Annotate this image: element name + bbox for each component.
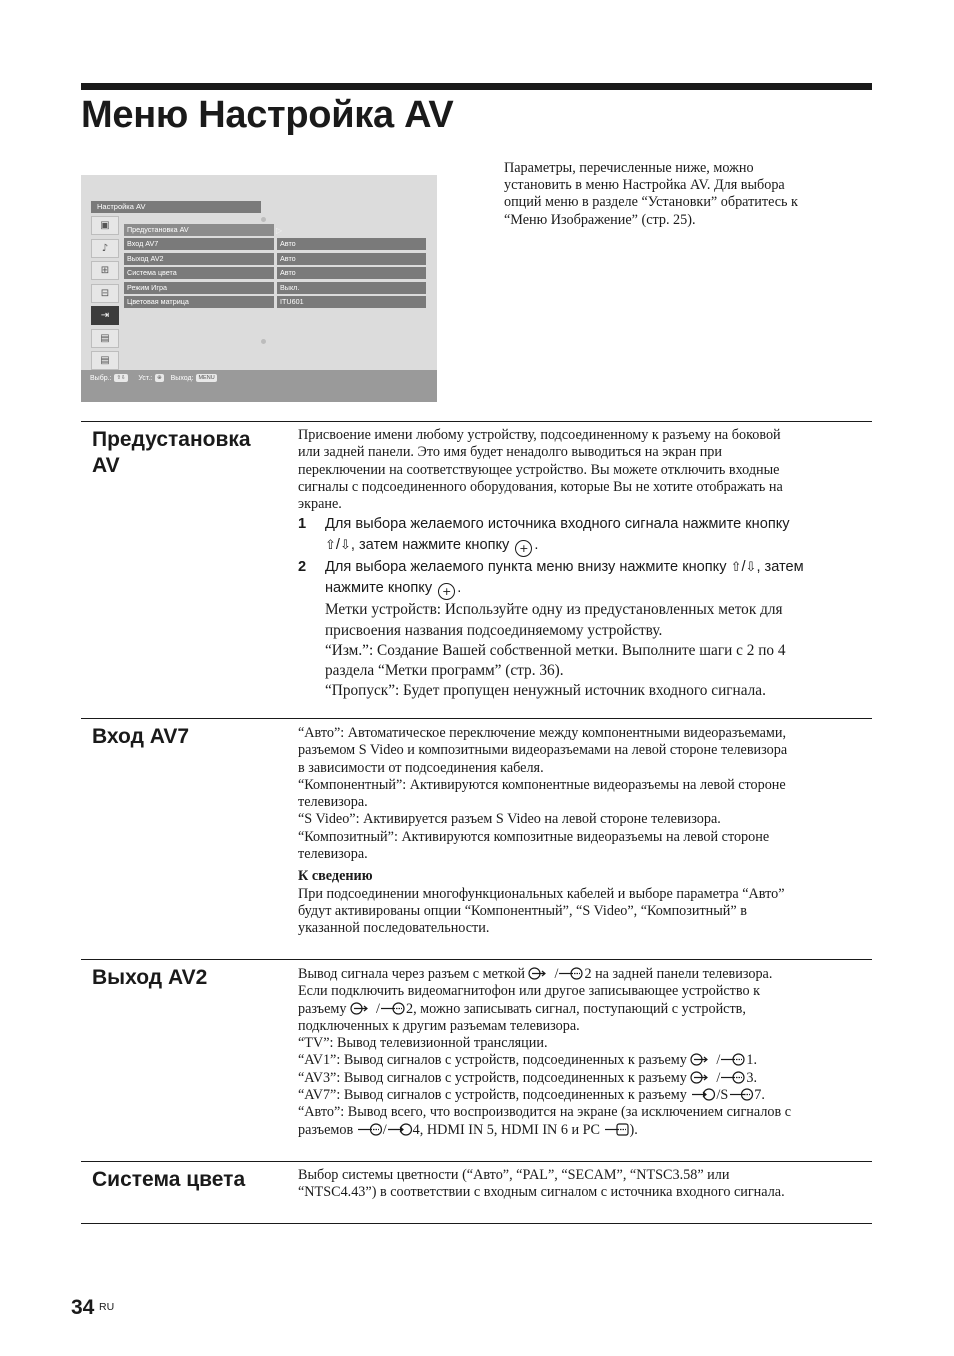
menu-footer [81, 370, 437, 402]
menu-row-label: Выход AV2 [124, 253, 274, 265]
text-line: Выбор системы цветности (“Авто”, “PAL”, “SECAM”, “NTSC3.58” или [298, 1167, 730, 1183]
text-line: Если подключить видеомагнитофон или другое записывающее устройство к [298, 983, 760, 1000]
step-1: 1 Для выбора желаемого источника входного сигнала нажмите кнопку ⇧/⇩, затем нажмите кнопку + . [298, 516, 790, 556]
note-title: К сведению [298, 868, 373, 885]
text-line: подключенных к другим разъемам телевизора. [298, 1017, 580, 1034]
text-line: присвоения названия подсоединяемому устройству. [325, 621, 663, 639]
menu-row-value: Авто [277, 238, 426, 250]
enter-key-icon: ⊕ [157, 375, 162, 381]
menu-row [124, 238, 427, 250]
menu-row [124, 224, 427, 236]
text-line: разъему [298, 1000, 347, 1017]
section-body [298, 725, 872, 938]
text-line: “Авто”: Автоматическое переключение между компонентными видеоразъемами, [298, 725, 787, 741]
select-hint: Выбр.: [90, 375, 112, 382]
text-line: сигналы с подсоединенного оборудования, которые Вы не хотите отображать на [298, 478, 783, 495]
step-text: , затем нажмите кнопку [350, 537, 510, 554]
page-language: RU [99, 1301, 115, 1313]
text-line: “AV1”: Вывод сигналов с устройств, подсоединенных к разъему [298, 1052, 687, 1069]
section-heading: Предустановка AV [92, 428, 251, 477]
scart-in-out-icon [690, 1052, 716, 1067]
text-line: “Авто”: Вывод всего, что воспроизводится на экране (за исключением сигналов с [298, 1104, 792, 1121]
text-line: раздела “Метки программ” (стр. 36). [325, 662, 564, 680]
up-arrow-icon: ⇧ [730, 560, 742, 576]
menu-row [124, 253, 427, 265]
menu-row-label: Предустановка AV [124, 224, 274, 236]
bottom-rule [81, 1223, 872, 1224]
exit-hint: Выход: [170, 375, 194, 382]
top-rule [81, 83, 872, 90]
section-preset-av [81, 421, 872, 719]
scart-in-out-icon [350, 1001, 376, 1016]
menu-screenshot [81, 175, 437, 402]
text-line: 7. [754, 1087, 765, 1104]
text-line: переключении на соответствующее устройство. Вы можете отключить входные [298, 461, 780, 478]
text-line: При подсоединении многофункциональных кабелей и выборе параметра “Авто” [298, 885, 785, 902]
text-line: телевизора. [298, 846, 368, 863]
section-heading: Система цвета [92, 1168, 246, 1191]
menu-key: MENU [198, 375, 215, 381]
text-line: “AV3”: Вывод сигналов с устройств, подсоединенных к разъему [298, 1069, 687, 1086]
intro-line: “Меню Изображение” (стр. 25). [504, 211, 696, 228]
menu-row-value: Выкл. [277, 282, 426, 294]
component-in-icon [357, 1122, 383, 1137]
down-arrow-icon: ⇩ [339, 538, 351, 554]
step-number: 1 [298, 516, 307, 533]
video-in-icon [690, 1087, 716, 1102]
section-body: Вывод сигнала через разъем с меткой / 2 на задней панели телевизора. Если подключить видеомагнитофон или другое записывающее устройство к разъему / 2, можно записывать сигнал, поступающий с устройств, подключенных к другим разъемам телевизора. “TV”: Вывод телевизионной трансляции. “AV1”: Вывод сигналов с устройств, подсоединенных к разъему / 1. “AV3”: Вывод сигналов с устройств, подсоединенных к разъему / 3. “AV7”: Вывод сигналов с устройств, подсоединенных к разъему /S 7. “Авто”: Вывод всего, что воспроизводится на экране (за исключением сигналов с разъемов / 4, HDMI IN 5, HDMI IN 6 и PC ). [298, 966, 872, 1139]
intro-line: установить в меню Настройка AV. Для выбора [504, 177, 785, 194]
text-line: 2, можно записывать сигнал, поступающий с устройств, [405, 1000, 746, 1017]
menu-icon-column [91, 216, 121, 374]
intro-line: опций меню в разделе “Установки” обратитесь к [504, 194, 798, 211]
intro-text [504, 160, 874, 229]
input-icon: ⇥ [91, 306, 119, 325]
text-line: Присвоение имени любому устройству, подсоединенному к разъему на боковой [298, 427, 781, 443]
scart-in-out-icon [690, 1070, 716, 1085]
text-line: экране. [298, 496, 342, 513]
step-text: , затем [756, 559, 804, 576]
text-line: телевизора. [298, 794, 368, 811]
step-text: Для выбора желаемого пункта меню внизу нажмите кнопку [325, 559, 727, 576]
page-number: 34 [71, 1296, 95, 1319]
menu-row-label: Режим Игра [124, 282, 274, 294]
step-number: 2 [298, 559, 307, 576]
section-output-av2 [81, 959, 872, 1162]
setup-icon: ⊟ [91, 284, 119, 303]
section-input-av7 [81, 718, 872, 960]
pc-in-icon [604, 1122, 630, 1137]
menu-row-label: Цветовая матрица [124, 296, 274, 308]
s-video-in-icon [728, 1087, 754, 1102]
menu-row-label: Вход AV7 [124, 238, 274, 250]
step-2-details [298, 600, 872, 701]
menu-row-value: Авто [277, 267, 426, 279]
section-heading: Вход AV7 [92, 725, 190, 748]
text-line: 2 на задней панели телевизора. [584, 966, 773, 982]
picture-icon: ▣ [91, 216, 119, 235]
scart-in-out-icon [528, 966, 554, 981]
section-heading: Выход AV2 [92, 966, 208, 989]
text-line: Метки устройств: Используйте одну из предустановленных меток для [325, 601, 783, 619]
enter-button-icon: + [438, 583, 455, 600]
scart-out-icon [720, 1070, 746, 1085]
text-line: 1. [746, 1052, 757, 1069]
scroll-down-dot [261, 339, 266, 344]
text-line: разъемом S Video и композитными видеоразъемами на левой стороне телевизора [298, 742, 788, 759]
scart-out-icon [720, 1052, 746, 1067]
menu-row [124, 282, 427, 294]
step-text: нажмите кнопку [325, 580, 433, 597]
menu-row [124, 296, 427, 308]
text-line: Вывод сигнала через разъем с меткой [298, 966, 525, 982]
text-line: /S [716, 1087, 729, 1104]
chevron-right-icon: ▷ [276, 226, 283, 235]
menu-title: Настройка AV [91, 201, 261, 213]
text-line: ). [629, 1121, 638, 1138]
section-body [298, 427, 872, 702]
text-line: разъемов [298, 1121, 354, 1138]
up-arrow-icon: ⇧ [325, 538, 336, 554]
set-hint: Уст.: [138, 375, 153, 382]
scart-out-icon [380, 1001, 406, 1016]
text-line: “S Video”: Активируется разъем S Video на левой стороне телевизора. [298, 811, 721, 828]
text-line: “Компонентный”: Активируются компонентные видеоразъемы на левой стороне [298, 776, 786, 793]
menu-row-label: Система цвета [124, 267, 274, 279]
step-text: Для выбора желаемого источника входного сигнала нажмите кнопку [325, 516, 790, 533]
enter-button-icon: + [515, 540, 532, 557]
text-line: будут активированы опции “Компонентный”, “S Video”, “Композитный” в [298, 902, 747, 919]
pc-icon-2: ▤ [91, 351, 119, 370]
menu-row-value: Авто [277, 253, 426, 265]
text-line: 4, HDMI IN 5, HDMI IN 6 и PC [412, 1121, 600, 1138]
text-line: 3. [746, 1069, 757, 1086]
text-line: “Композитный”: Активируются композитные видеоразъемы на левой стороне [298, 828, 770, 845]
menu-rows [124, 224, 427, 310]
pc-icon: ▤ [91, 329, 119, 348]
section-body [298, 1167, 872, 1202]
text-line: “TV”: Вывод телевизионной трансляции. [298, 1035, 548, 1052]
text-line: или задней панели. Это имя будет ненадолго выводиться на экран при [298, 444, 722, 461]
text-line: “Изм.”: Создание Вашей собственной метки. Выполните шаги с 2 по 4 [325, 641, 786, 659]
section-color-system [81, 1161, 872, 1224]
scroll-up-dot [261, 217, 266, 222]
screen-icon: ⊞ [91, 261, 119, 280]
menu-row [124, 267, 427, 279]
menu-row-value: ITU601 [277, 296, 426, 308]
text-line: “NTSC4.43”) в соответствии с входным сигналом с источника входного сигнала. [298, 1184, 785, 1201]
step-2: 2 Для выбора желаемого пункта меню внизу нажмите кнопку ⇧/⇩, затем нажмите кнопку + . [298, 559, 804, 599]
hdmi-in-icon [387, 1122, 413, 1137]
page-title: Меню Настройка AV [81, 94, 454, 136]
intro-line: Параметры, перечисленные ниже, можно [504, 160, 754, 176]
text-line: в зависимости от подсоединения кабеля. [298, 759, 544, 776]
down-arrow-icon: ⇩ [745, 560, 757, 576]
text-line: указанной последовательности. [298, 920, 490, 937]
text-line: “AV7”: Вывод сигналов с устройств, подсоединенных к разъему [298, 1087, 687, 1104]
text-line: “Пропуск”: Будет пропущен ненужный источник входного сигнала. [325, 682, 766, 700]
up-down-keys-icon: ⇧⇩ [116, 375, 126, 381]
sound-icon: ♪ [91, 239, 119, 258]
scart-out-icon [558, 966, 584, 981]
